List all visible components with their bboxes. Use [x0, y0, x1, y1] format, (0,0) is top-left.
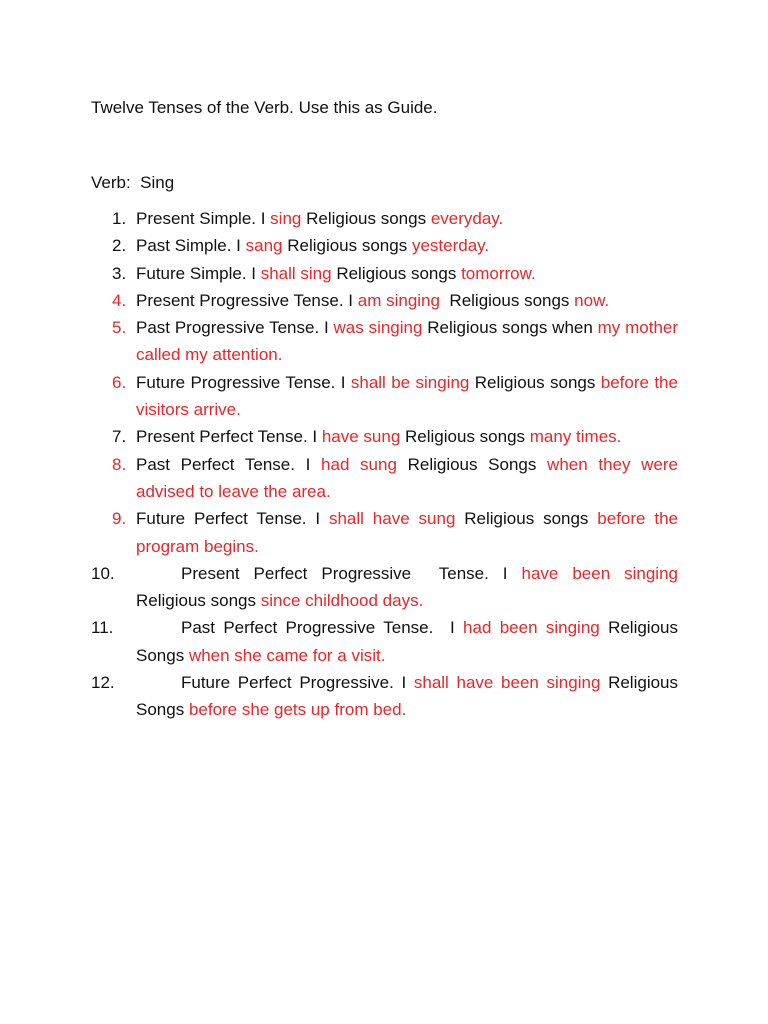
- highlighted-text: before the visitors arrive.: [136, 372, 683, 420]
- highlighted-text: everyday.: [430, 209, 504, 228]
- item-number: 5.: [112, 318, 127, 338]
- tense-item: [91, 505, 683, 560]
- highlighted-text: sang: [245, 236, 283, 256]
- item-text: Religious Songs: [136, 673, 683, 720]
- item-text: Religious songs: [439, 290, 575, 310]
- document-title: Twelve Tenses of the Verb. Use this as Guide.: [91, 98, 438, 117]
- item-text: Past Simple. I: [136, 236, 246, 256]
- highlighted-text: had been singing: [463, 618, 600, 638]
- item-text: Present Progressive Tense. I: [136, 290, 358, 310]
- item-number: 12.: [91, 673, 115, 693]
- item-text: Religious songs: [455, 509, 598, 529]
- highlighted-text: tomorrow.: [461, 263, 536, 283]
- highlighted-text: have been singing: [521, 563, 678, 583]
- item-text: Religious Songs: [396, 454, 548, 474]
- item-text: Religious songs: [400, 427, 530, 447]
- highlighted-text: shall have sung: [328, 509, 456, 529]
- item-number: 6.: [112, 372, 127, 392]
- verb-line: Verb: Sing: [91, 173, 175, 192]
- highlighted-text: have sung: [321, 427, 401, 447]
- tense-item: [91, 260, 678, 287]
- item-text: Religious songs: [136, 563, 683, 611]
- item-text: Religious songs: [282, 236, 412, 256]
- highlighted-text: when she came for a visit.: [188, 645, 386, 665]
- tense-item: [91, 423, 678, 450]
- item-text: Religious Songs: [136, 618, 683, 665]
- highlighted-text: since childhood days.: [260, 591, 424, 611]
- highlighted-text: when they were advised to leave the area.: [136, 454, 683, 501]
- item-text: Future Perfect Tense. I: [136, 509, 329, 529]
- item-text: Present Perfect Tense. I: [136, 427, 322, 447]
- item-text: Present Perfect Progressive Tense. I: [181, 563, 522, 583]
- highlighted-text: shall be singing: [350, 372, 470, 392]
- highlighted-text: am singing: [357, 290, 440, 310]
- item-number: 4.: [112, 290, 127, 310]
- tense-item: [91, 669, 683, 724]
- item-text: Religious songs when: [422, 318, 598, 338]
- item-text: Future Progressive Tense. I: [136, 372, 351, 392]
- tense-item: [91, 205, 678, 232]
- highlighted-text: before she gets up from bed.: [188, 700, 407, 720]
- highlighted-text: many times.: [529, 427, 622, 447]
- item-text: Past Perfect Progressive Tense. I: [181, 618, 464, 638]
- item-text: Past Perfect Tense. I: [136, 454, 322, 474]
- highlighted-text: had sung: [321, 454, 397, 474]
- tense-item: [91, 614, 683, 669]
- tense-item: [91, 369, 683, 424]
- item-number: 11.: [91, 618, 114, 638]
- tense-item: [91, 287, 678, 314]
- item-text: Religious songs: [469, 372, 601, 392]
- highlighted-text: shall have been singing: [413, 673, 601, 693]
- item-text: Past Progressive Tense. I: [136, 318, 334, 338]
- item-number: 1.: [112, 209, 127, 228]
- highlighted-text: before the program begins.: [136, 509, 683, 556]
- item-number: 2.: [112, 236, 127, 256]
- tense-item: [91, 560, 683, 615]
- highlighted-text: now.: [574, 290, 610, 310]
- item-text: Future Perfect Progressive. I: [181, 673, 414, 693]
- tense-item: [91, 314, 683, 369]
- highlighted-text: yesterday.: [411, 236, 490, 256]
- item-text: Future Simple. I: [136, 263, 261, 283]
- tense-item: [91, 232, 678, 259]
- tense-item: [91, 451, 683, 506]
- item-text: Religious songs: [331, 263, 462, 283]
- tense-list: [91, 205, 683, 724]
- item-number: 8.: [112, 454, 127, 474]
- item-number: 3.: [112, 263, 127, 283]
- highlighted-text: sing: [270, 209, 302, 228]
- item-number: 7.: [112, 427, 127, 447]
- item-text: Present Simple. I: [136, 209, 271, 228]
- item-number: 9.: [112, 509, 127, 529]
- item-number: 10.: [91, 563, 115, 583]
- highlighted-text: my mother called my attention.: [136, 318, 683, 365]
- highlighted-text: was singing: [333, 318, 423, 338]
- highlighted-text: shall sing: [260, 263, 332, 283]
- item-text: Religious songs: [301, 209, 431, 228]
